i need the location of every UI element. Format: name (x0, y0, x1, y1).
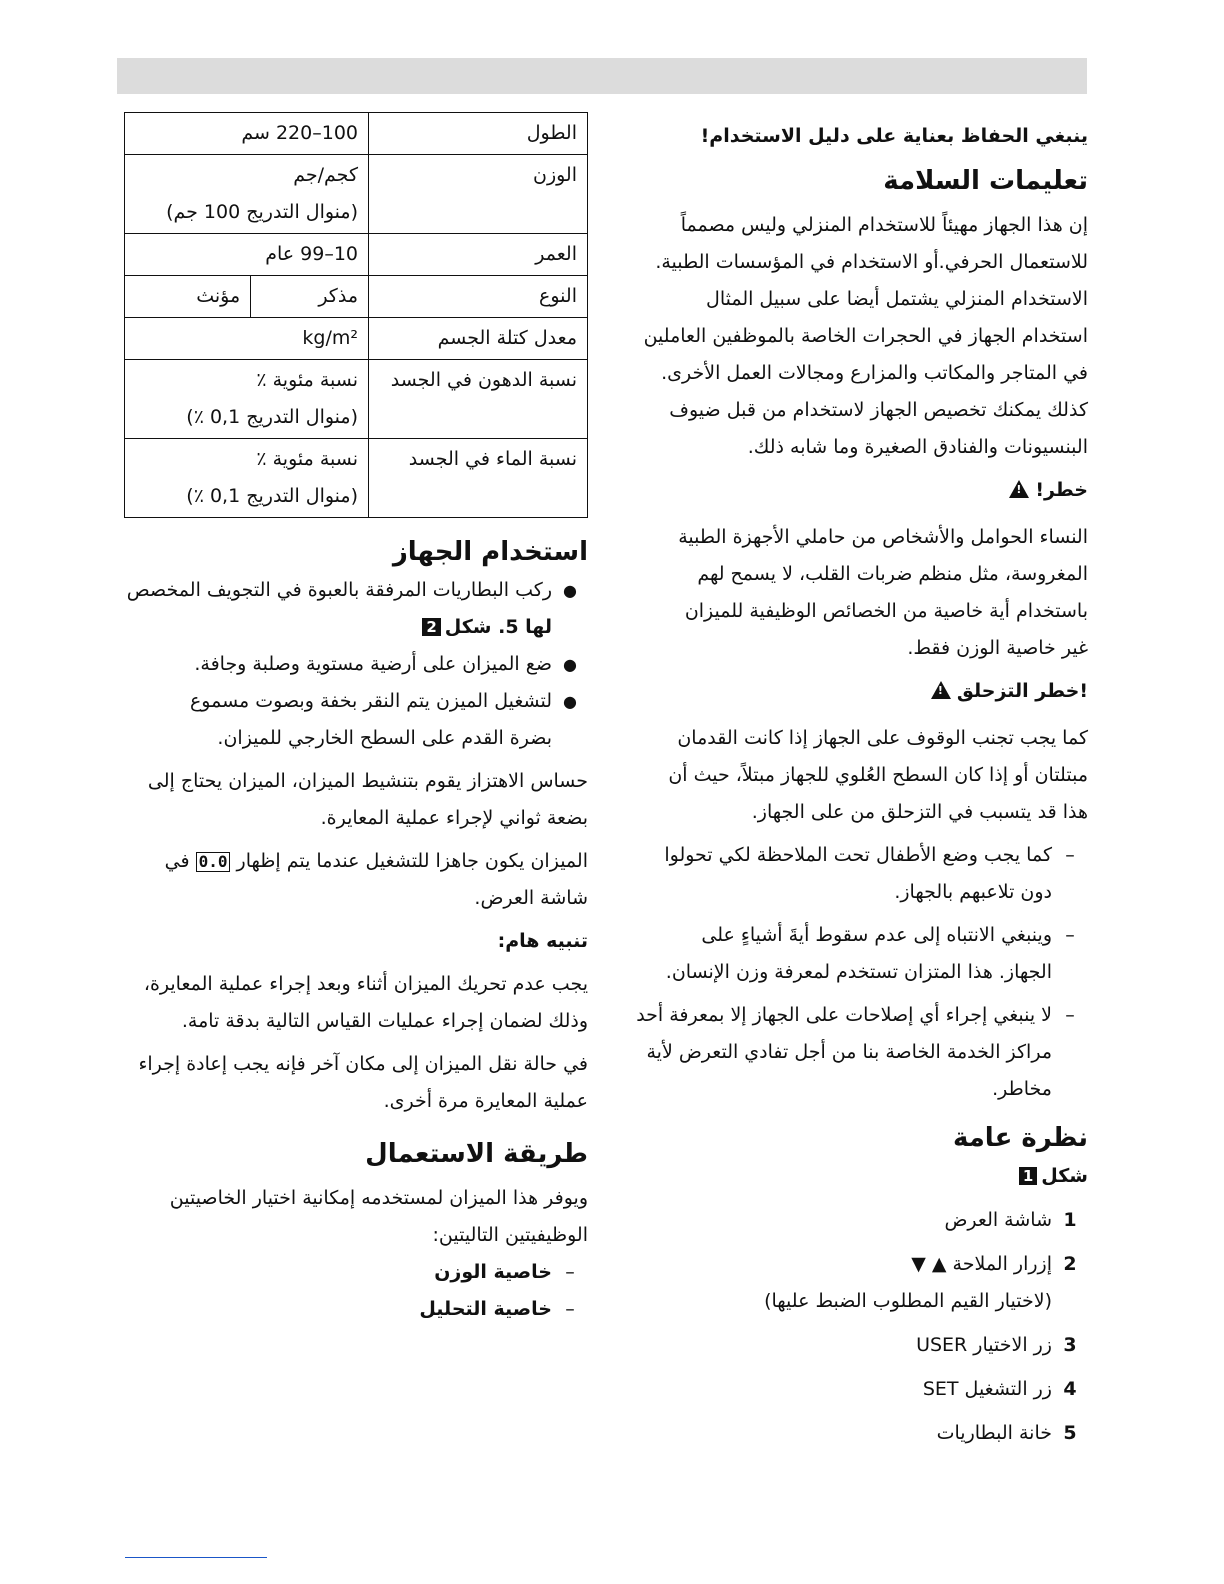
cell-line: (منوال التدريج 0,1 ٪) (186, 406, 358, 428)
dash-marker: – (1065, 844, 1075, 866)
text-line: دون تلاعبهم بالجهاز. (894, 881, 1052, 903)
overview-heading: نظرة عامة (952, 1123, 1088, 1153)
text-line: زر الاختيار USER (916, 1334, 1052, 1356)
ready-paragraph (124, 843, 588, 917)
text-line: شاشة العرض. (474, 887, 588, 909)
safety-heading: تعليمات السلامة (883, 166, 1088, 196)
spec-table (124, 112, 588, 518)
list-item (632, 917, 1088, 991)
table-cell: نسبة الدهون في الجسد (369, 360, 588, 439)
method-paragraph (124, 1180, 588, 1254)
part-number: 4 (1063, 1378, 1077, 1400)
table-row (125, 360, 588, 439)
list-item (632, 1327, 1088, 1364)
text-line: كما يجب وضع الأطفال تحت الملاحظة لكي تحولوا (664, 844, 1052, 866)
usage-heading: استخدام الجهاز (392, 537, 588, 567)
text-line: وذلك لضمان إجراء عمليات القياس التالية بدقة تامة. (181, 1010, 588, 1032)
text-line: مخاطر. (992, 1078, 1052, 1100)
dash-marker: – (1065, 1004, 1075, 1026)
text-line: (لاختيار القيم المطلوب الضبط عليها) (764, 1290, 1052, 1312)
figure-label (632, 1158, 1088, 1195)
danger-label (632, 472, 1088, 509)
bullet-marker: ● (563, 581, 577, 600)
part-number: 1 (1063, 1209, 1077, 1231)
cell-line: (منوال التدريج 100 جم) (166, 201, 358, 223)
table-cell (125, 155, 369, 234)
part-number: 2 (1063, 1253, 1077, 1275)
text-line: استخدام الجهاز في الحجرات الخاصة بالموظفين العاملين (643, 325, 1088, 347)
left-column (124, 112, 588, 1328)
text-line: زر التشغيل SET (922, 1378, 1052, 1400)
text-line (124, 843, 588, 880)
text-line: إزرار الملاحة ▲ ▼ (911, 1253, 1052, 1275)
text-line: عملية المعايرة مرة أخرى. (383, 1090, 588, 1112)
list-item (632, 1415, 1088, 1452)
text-line: للاستعمال الحرفي.أو الاستخدام في المؤسسات الطبية. (655, 251, 1088, 273)
text-line: لا ينبغي إجراء أي إصلاحات على الجهاز إلا بمعرفة أحد (636, 1004, 1052, 1026)
ready-text: في (164, 850, 190, 872)
text-line: غير خاصية الوزن فقط. (907, 637, 1088, 659)
list-item (632, 837, 1088, 911)
cell-line: نسبة مئوية ٪ (256, 448, 358, 470)
table-cell: مؤنث (125, 276, 251, 318)
figure-ref-text: لها 5. شكل (444, 616, 552, 638)
text-line: حساس الاهتزاز يقوم بتنشيط الميزان، الميزان يحتاج إلى (147, 770, 588, 792)
text-line: لتشغيل الميزن يتم النقر بخفة وبصوت مسموع (189, 690, 552, 712)
text-line: كما يجب تجنب الوقوف على الجهاز إذا كانت القدمان (677, 727, 1088, 749)
function-label: خاصية الوزن (434, 1261, 552, 1283)
table-row (125, 234, 588, 276)
table-cell: العمر (369, 234, 588, 276)
cell-line: كجم/جم (293, 164, 358, 186)
cell-line: (منوال التدريج 0,1 ٪) (186, 485, 358, 507)
figure-word: شكل (1041, 1165, 1088, 1187)
keep-manual-note: ينبغي الحفاظ بعناية على دليل الاستخدام! (700, 125, 1088, 147)
text-line: مبتلتان أو إذا كان السطح العُلوي للجهاز مبتلاً، حيث أن (668, 764, 1088, 786)
list-item (124, 683, 588, 757)
part-number: 5 (1063, 1422, 1077, 1444)
table-cell: معدل كتلة الجسم (369, 318, 588, 360)
text-line: الوظيفيتين التاليتين: (432, 1224, 588, 1246)
table-cell: 100–220 سم (125, 113, 369, 155)
text-line: بضرة القدم على السطح الخارجي للميزان. (217, 727, 552, 749)
list-item (632, 1202, 1088, 1239)
table-cell: 10–99 عام (125, 234, 369, 276)
table-cell: الوزن (369, 155, 588, 234)
text-line: الاستخدام المنزلي يشتمل أيضا على سبيل المثال (706, 288, 1088, 310)
text-line: كذلك يمكنك تخصيص الجهاز لاستخدام من قبل ضيوف (669, 399, 1088, 421)
relocate-paragraph (124, 1046, 588, 1120)
table-row (125, 155, 588, 234)
list-item (632, 1246, 1088, 1320)
table-cell (125, 360, 369, 439)
figure-number-badge: 2 (422, 618, 440, 636)
table-cell: النوع (369, 276, 588, 318)
bullet-marker: ● (563, 655, 577, 674)
text-line: هذا قد يتسبب في التزحلق من على الجهاز. (751, 801, 1088, 823)
table-cell: kg/m² (125, 318, 369, 360)
text-line: وينبغي الانتباه إلى عدم سقوط أيةَ أشياءٍ على (701, 924, 1052, 946)
text-line: باستخدام أية خاصية من الخصائص الوظيفية للميزان (684, 600, 1088, 622)
slip-text: !خطر التزحلق (956, 680, 1088, 702)
safety-paragraph (632, 207, 1088, 466)
sensor-paragraph (124, 763, 588, 837)
text-line: ويوفر هذا الميزان لمستخدمه إمكانية اختيار الخاصيتين (169, 1187, 588, 1209)
danger-text: خطر! (1035, 479, 1088, 501)
text-line: المغروسة، مثل منظم ضربات القلب، لا يسمح لهم (697, 563, 1088, 585)
list-item (124, 646, 588, 683)
text-line: النساء الحوامل والأشخاص من حاملي الأجهزة الطبية (678, 526, 1088, 548)
table-cell: مذكر (251, 276, 369, 318)
text-line: البنسيونات والفنادق الصغيرة وما شابه ذلك. (747, 436, 1088, 458)
table-row (125, 113, 588, 155)
text-line: إن هذا الجهاز مهيئاً للاستخدام المنزلي وليس مصمماً (680, 214, 1088, 236)
bullet-marker: ● (563, 692, 577, 711)
list-item (632, 1371, 1088, 1408)
text-line: بضعة ثواني لإجراء عملية المعايرة. (320, 807, 588, 829)
dash-marker: – (565, 1298, 575, 1320)
warning-triangle-icon (931, 681, 951, 699)
table-row (125, 318, 588, 360)
text-line: ركب البطاريات المرفقة بالعبوة في التجويف المخصص (126, 579, 552, 601)
warning-triangle-icon (1009, 480, 1029, 498)
table-cell: نسبة الماء في الجسد (369, 439, 588, 518)
important-paragraph (124, 966, 588, 1040)
dash-marker: – (1065, 924, 1075, 946)
important-heading: تنبيه هام: (497, 930, 588, 952)
display-digits: 0.0 (196, 852, 231, 872)
header-bar (117, 58, 1087, 94)
text-line: الجهاز. هذا المتزان تستخدم لمعرفة وزن الإنسان. (665, 961, 1052, 983)
table-row (125, 439, 588, 518)
list-item (124, 1254, 588, 1291)
right-column (632, 118, 1088, 1452)
text-line: خانة البطاريات (936, 1422, 1052, 1444)
text-line: شاشة العرض (944, 1209, 1052, 1231)
text-line: في حالة نقل الميزان إلى مكان آخر فإنه يجب إعادة إجراء (138, 1053, 588, 1075)
cell-line: نسبة مئوية ٪ (256, 369, 358, 391)
text-line: في المتاجر والمكاتب والمزارع ومجالات العمل الأخرى. (661, 362, 1088, 384)
figure-ref (124, 609, 552, 646)
list-item (632, 997, 1088, 1108)
text-line: ضع الميزان على أرضية مستوية وصلبة وجافة. (194, 653, 552, 675)
ready-text: الميزان يكون جاهزا للتشغيل عندما يتم إظهار (236, 850, 588, 872)
text-line: يجب عدم تحريك الميزان أثناء وبعد إجراء عملية المعايرة، (143, 973, 588, 995)
slip-paragraph (632, 720, 1088, 831)
list-item (124, 572, 588, 646)
slip-danger-label (632, 673, 1088, 710)
danger-paragraph (632, 519, 1088, 667)
dash-marker: – (565, 1261, 575, 1283)
table-cell (125, 439, 369, 518)
method-heading: طريقة الاستعمال (365, 1139, 588, 1169)
list-item (124, 1291, 588, 1328)
figure-number-badge: 1 (1019, 1167, 1037, 1185)
function-label: خاصية التحليل (419, 1298, 552, 1320)
part-number: 3 (1063, 1334, 1077, 1356)
table-cell: الطول (369, 113, 588, 155)
table-row (125, 276, 588, 318)
text-line: مراكز الخدمة الخاصة بنا من أجل تفادي التعرض لأية (646, 1041, 1052, 1063)
footer-rule (125, 1557, 267, 1558)
